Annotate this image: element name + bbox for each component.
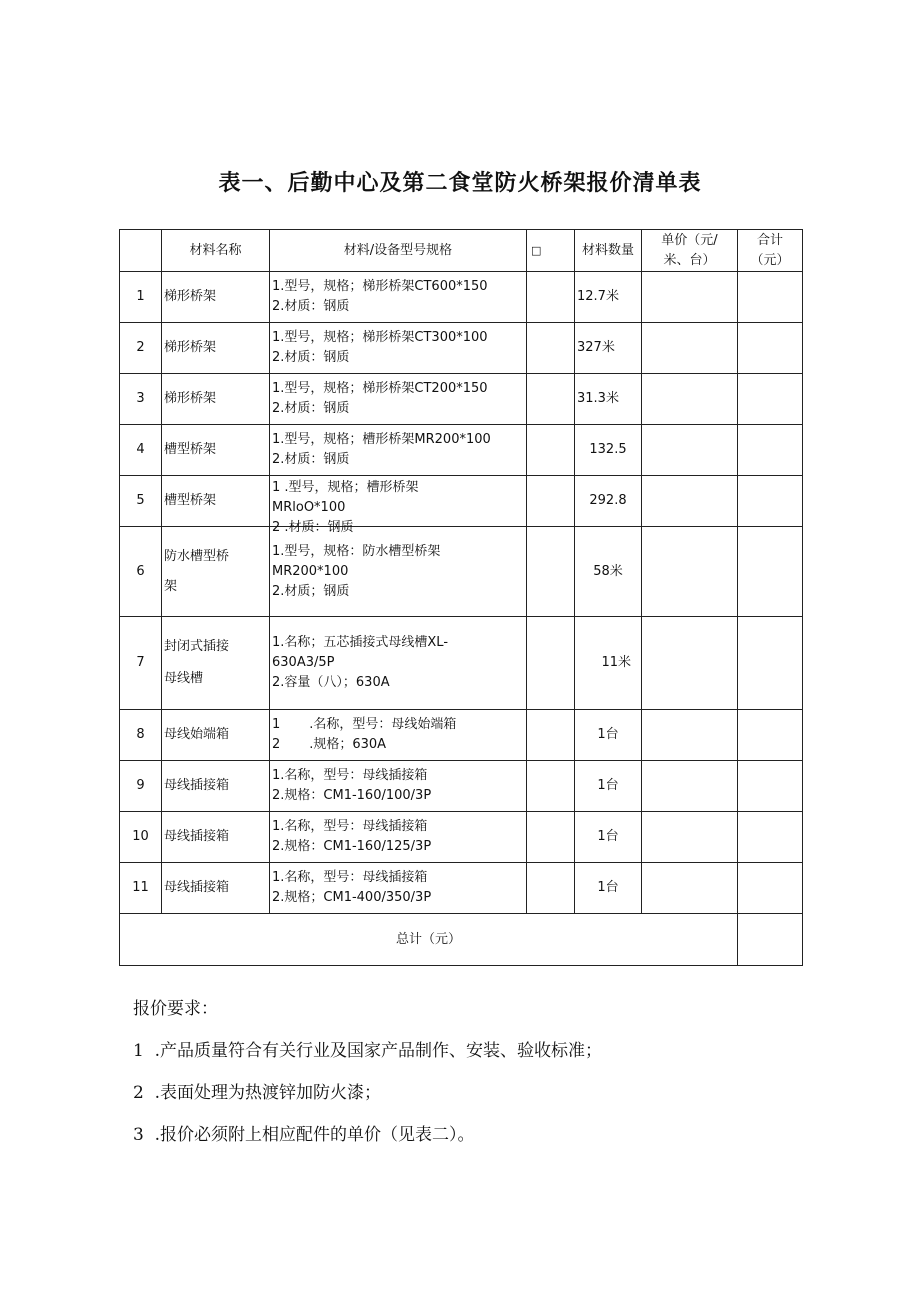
row-no: 7 bbox=[120, 617, 162, 710]
row-qty: 12.7米 bbox=[575, 272, 642, 323]
quotation-table bbox=[119, 229, 803, 966]
row-subtotal bbox=[738, 425, 803, 476]
row-name: 梯形桥架 bbox=[162, 272, 270, 323]
spec-line: MR200*100 bbox=[272, 563, 349, 579]
row-subtotal bbox=[738, 323, 803, 374]
row-unit-price bbox=[642, 323, 738, 374]
row-spec bbox=[270, 323, 527, 374]
row-name: 梯形桥架 bbox=[162, 323, 270, 374]
spec-line: 1.型号，规格；梯形桥架CT600*150 bbox=[272, 279, 488, 294]
row-subtotal bbox=[738, 476, 803, 527]
row-qty: 1台 bbox=[575, 710, 642, 761]
spec-line: 2.材质：钢质 bbox=[272, 401, 350, 416]
row-name: 母线插接箱 bbox=[162, 863, 270, 914]
spec-line: 2.容量（八）；630A bbox=[272, 675, 390, 690]
name-line: 架 bbox=[164, 578, 178, 594]
header-unit-price bbox=[642, 230, 738, 272]
row-unit-price bbox=[642, 272, 738, 323]
header-qty: 材料数量 bbox=[575, 230, 642, 272]
row-unit-price bbox=[642, 710, 738, 761]
row-subtotal bbox=[738, 812, 803, 863]
row-qty: 1台 bbox=[575, 863, 642, 914]
row-name: 母线插接箱 bbox=[162, 812, 270, 863]
row-qty: 327米 bbox=[575, 323, 642, 374]
row-unit-price bbox=[642, 476, 738, 527]
total-label: 总计（元） bbox=[120, 914, 738, 966]
table-row bbox=[120, 527, 803, 617]
row-name bbox=[162, 617, 270, 710]
table-row bbox=[120, 323, 803, 374]
row-unit-price bbox=[642, 527, 738, 617]
row-mark-cell bbox=[527, 761, 575, 812]
row-spec bbox=[270, 272, 527, 323]
header-mark: □ bbox=[527, 230, 575, 272]
row-unit-price bbox=[642, 374, 738, 425]
row-no: 1 bbox=[120, 272, 162, 323]
row-spec bbox=[270, 476, 527, 535]
row-spec bbox=[270, 863, 527, 914]
row-unit-price bbox=[642, 617, 738, 710]
row-mark-cell bbox=[527, 323, 575, 374]
spec-line: 1 .型号，规格；槽形桥架 bbox=[272, 480, 419, 495]
row-no: 10 bbox=[120, 812, 162, 863]
row-mark-cell bbox=[527, 710, 575, 761]
row-no: 8 bbox=[120, 710, 162, 761]
row-mark-cell bbox=[527, 374, 575, 425]
row-no: 4 bbox=[120, 425, 162, 476]
row-unit-price bbox=[642, 425, 738, 476]
row-unit-price bbox=[642, 863, 738, 914]
row-subtotal bbox=[738, 617, 803, 710]
row-name: 梯形桥架 bbox=[162, 374, 270, 425]
document-title: 表一、后勤中心及第二食堂防火桥架报价清单表 bbox=[218, 171, 702, 196]
header-subtotal-line1: 合计 bbox=[756, 232, 783, 248]
header-unit-price-line2: 米、台） bbox=[663, 252, 716, 268]
requirements-heading: 报价要求： bbox=[133, 999, 218, 1019]
row-name: 槽型桥架 bbox=[162, 425, 270, 476]
row-spec bbox=[270, 374, 527, 425]
row-subtotal bbox=[738, 527, 803, 617]
spec-line: 1.型号，规格；槽形桥架MR200*100 bbox=[272, 432, 491, 447]
spec-line: MRloO*100 bbox=[272, 500, 346, 515]
row-qty: 1台 bbox=[575, 761, 642, 812]
spec-line: 1.名称，型号：母线插接箱 bbox=[272, 870, 428, 885]
header-unit-price-line1: 单价（元/ bbox=[661, 232, 718, 248]
row-name: 槽型桥架 bbox=[162, 476, 270, 527]
spec-line: 2.材质：钢质 bbox=[272, 350, 350, 365]
row-name: 母线始端箱 bbox=[162, 710, 270, 761]
row-no: 11 bbox=[120, 863, 162, 914]
table-row bbox=[120, 476, 803, 527]
row-spec bbox=[270, 710, 527, 761]
row-subtotal bbox=[738, 761, 803, 812]
table-row bbox=[120, 272, 803, 323]
row-subtotal bbox=[738, 374, 803, 425]
row-mark-cell bbox=[527, 617, 575, 710]
name-line: 防水槽型桥 bbox=[164, 548, 230, 564]
row-spec bbox=[270, 527, 527, 617]
name-line: 母线槽 bbox=[164, 671, 204, 686]
row-name bbox=[162, 527, 270, 617]
row-qty: 132.5 bbox=[575, 425, 642, 476]
table-row bbox=[120, 425, 803, 476]
row-mark-cell bbox=[527, 272, 575, 323]
name-line: 封闭式插接 bbox=[164, 639, 230, 654]
requirement-item: 1 .产品质量符合有关行业及国家产品制作、安装、验收标准； bbox=[133, 1041, 603, 1061]
table-header-row bbox=[120, 230, 803, 272]
row-spec bbox=[270, 761, 527, 812]
spec-line: 1.名称，型号：母线插接箱 bbox=[272, 819, 428, 834]
row-unit-price bbox=[642, 812, 738, 863]
row-unit-price bbox=[642, 761, 738, 812]
row-qty: 11米 bbox=[575, 617, 642, 710]
spec-line: 2.材质；钢质 bbox=[272, 583, 350, 599]
row-mark-cell bbox=[527, 476, 575, 527]
header-no bbox=[120, 230, 162, 272]
header-spec: 材料/设备型号规格 bbox=[270, 230, 527, 272]
row-qty: 292.8 bbox=[575, 476, 642, 527]
spec-line: 2.规格：CM1-160/100/3P bbox=[272, 788, 432, 803]
spec-line: 2.规格；CM1-400/350/3P bbox=[272, 890, 432, 905]
table-row bbox=[120, 617, 803, 710]
spec-line: 630A3/5P bbox=[272, 655, 335, 670]
spec-line: 1.型号，规格；梯形桥架CT300*100 bbox=[272, 330, 488, 345]
row-no: 9 bbox=[120, 761, 162, 812]
row-no: 2 bbox=[120, 323, 162, 374]
row-qty: 1台 bbox=[575, 812, 642, 863]
spec-line: 1.名称，型号：母线插接箱 bbox=[272, 768, 428, 783]
row-no: 5 bbox=[120, 476, 162, 527]
row-qty: 58米 bbox=[575, 527, 642, 617]
row-no: 6 bbox=[120, 527, 162, 617]
header-name: 材料名称 bbox=[162, 230, 270, 272]
spec-line: 1.型号，规格；梯形桥架CT200*150 bbox=[272, 381, 488, 396]
spec-line: 2.材质：钢质 bbox=[272, 299, 350, 314]
table-row bbox=[120, 374, 803, 425]
table-row bbox=[120, 761, 803, 812]
row-spec bbox=[270, 425, 527, 476]
spec-line: 2 .规格；630A bbox=[272, 737, 387, 752]
header-subtotal-line2: （元） bbox=[750, 252, 790, 268]
table-row bbox=[120, 812, 803, 863]
spec-line: 1 .名称，型号：母线始端箱 bbox=[272, 717, 457, 732]
row-spec bbox=[270, 617, 527, 710]
spec-line: 2 .材质：钢质 bbox=[272, 520, 354, 535]
spec-line: 2.材质：钢质 bbox=[272, 452, 350, 467]
row-subtotal bbox=[738, 272, 803, 323]
row-mark-cell bbox=[527, 527, 575, 617]
header-subtotal bbox=[738, 230, 803, 272]
spec-line: 1.名称；五芯插接式母线槽XL- bbox=[272, 635, 449, 650]
row-spec bbox=[270, 812, 527, 863]
row-name: 母线插接箱 bbox=[162, 761, 270, 812]
total-value bbox=[738, 914, 803, 966]
row-no: 3 bbox=[120, 374, 162, 425]
table-row bbox=[120, 710, 803, 761]
row-qty: 31.3米 bbox=[575, 374, 642, 425]
row-mark-cell bbox=[527, 863, 575, 914]
row-mark-cell bbox=[527, 812, 575, 863]
table-row bbox=[120, 863, 803, 914]
quote-requirements bbox=[133, 988, 602, 1156]
spec-line: 1.型号，规格：防水槽型桥架 bbox=[272, 543, 441, 559]
requirement-item: 2 .表面处理为热渡锌加防火漆； bbox=[133, 1083, 382, 1103]
row-subtotal bbox=[738, 710, 803, 761]
row-mark-cell bbox=[527, 425, 575, 476]
row-subtotal bbox=[738, 863, 803, 914]
total-row bbox=[120, 914, 803, 966]
requirement-item: 3 .报价必须附上相应配件的单价（见表二）。 bbox=[133, 1125, 475, 1145]
spec-line: 2.规格：CM1-160/125/3P bbox=[272, 839, 432, 854]
